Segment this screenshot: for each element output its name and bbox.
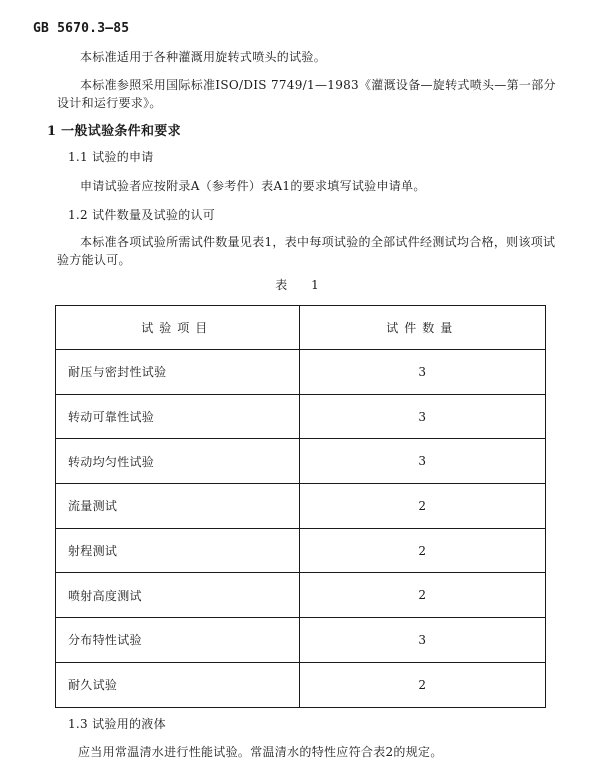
quantity-cell: 3 (299, 618, 546, 663)
section-1-1-heading: 1.1 试验的申请 (68, 150, 154, 164)
quantity-cell: 2 (299, 484, 546, 529)
section-1-2-heading: 1.2 试件数量及试验的认可 (68, 208, 216, 222)
test-item-cell: 喷射高度测试 (56, 573, 300, 618)
table-row (56, 662, 546, 707)
table-header-row (56, 306, 546, 350)
section-1-3-text: 应当用常温清水进行性能试验。常温清水的特性应符合表2的规定。 (78, 745, 443, 759)
table-1 (55, 305, 546, 708)
scope-paragraph: 本标准适用于各种灌溉用旋转式喷头的试验。 (80, 50, 327, 64)
section-1-2-text: 本标准各项试验所需试件数量见表1，表中每项试验的全部试件经测试均合格，则该项试验方能认可。 (57, 235, 556, 267)
quantity-cell: 3 (299, 394, 546, 439)
test-item-cell: 耐久试验 (56, 662, 300, 707)
test-item-cell: 耐压与密封性试验 (56, 350, 300, 395)
test-item-cell: 流量测试 (56, 484, 300, 529)
standard-number: GB 5670.3—85 (33, 21, 130, 36)
quantity-cell: 2 (299, 662, 546, 707)
column-header-quantity: 试件数量 (299, 306, 546, 350)
section-1-1-text: 申请试验者应按附录A（参考件）表A1的要求填写试验申请单。 (80, 179, 426, 193)
test-item-cell: 射程测试 (56, 528, 300, 573)
quantity-cell: 2 (299, 528, 546, 573)
table-row (56, 618, 546, 663)
test-item-cell: 转动均匀性试验 (56, 439, 300, 484)
quantity-cell: 2 (299, 573, 546, 618)
table-row (56, 528, 546, 573)
table-row (56, 350, 546, 395)
section-1-heading: 1 一般试验条件和要求 (47, 124, 181, 139)
test-item-cell: 分布特性试验 (56, 618, 300, 663)
reference-paragraph: 本标准参照采用国际标准ISO/DIS 7749/1—1983《灌溉设备—旋转式喷头—第一部分设计和运行要求》。 (57, 78, 556, 110)
table-row (56, 573, 546, 618)
table-1-caption: 表 1 (275, 278, 329, 292)
quantity-cell: 3 (299, 439, 546, 484)
table-row (56, 439, 546, 484)
test-item-cell: 转动可靠性试验 (56, 394, 300, 439)
section-1-3-heading: 1.3 试验用的液体 (68, 717, 166, 731)
table-row (56, 484, 546, 529)
column-header-test-item: 试验项目 (56, 306, 300, 350)
table-row (56, 394, 546, 439)
quantity-cell: 3 (299, 350, 546, 395)
